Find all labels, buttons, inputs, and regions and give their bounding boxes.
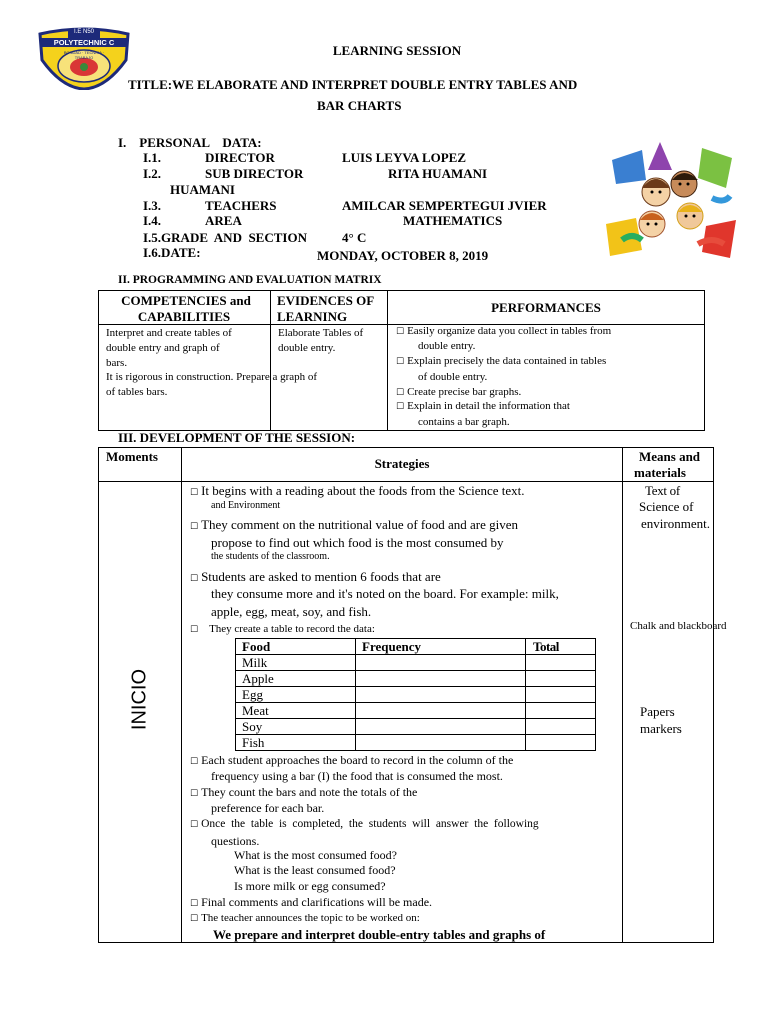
matrix-col1-header-line1: COMPETENCIES and (121, 293, 251, 308)
strategy-item: ☐ They create a table to record the data: (190, 623, 375, 635)
personal-num-4: I.4. (143, 213, 162, 228)
food-table-cell: Apple (242, 671, 274, 686)
checkbox-icon: ☐ (190, 757, 199, 767)
checkbox-icon: ☐ (190, 574, 199, 584)
matrix-col2-text: double entry. (278, 342, 336, 354)
strategy-item-cont: and Environment (211, 500, 281, 511)
food-table-cell: Egg (242, 687, 263, 702)
matrix-border (270, 290, 271, 431)
checkbox-icon: ☐ (190, 914, 199, 924)
checkbox-icon: ☐ (396, 357, 405, 367)
personal-data-heading: I. PERSONAL DATA: (118, 135, 262, 150)
checkbox-icon: ☐ (190, 820, 199, 830)
performance-item-cont: of double entry. (418, 371, 488, 383)
strategy-item-cont: propose to find out which food is the most consumed by (211, 535, 504, 550)
strategy-item-cont: apple, egg, meat, soy, and fish. (211, 604, 372, 619)
matrix-col2-header-line1: EVIDENCES OF (277, 293, 375, 308)
dev-border (622, 447, 623, 943)
food-table-cell: Milk (242, 655, 268, 670)
food-table-border (235, 702, 595, 703)
question: What is the least consumed food? (234, 863, 396, 877)
checkbox-icon: ☐ (190, 522, 199, 532)
performance-item: ☐ Explain precisely the data contained in tables (396, 355, 607, 367)
strategy-item-cont: preference for each bar. (211, 801, 325, 815)
food-table-border (355, 638, 356, 751)
strategy-item-cont: the students of the classroom. (211, 551, 330, 562)
question: What is the most consumed food? (234, 848, 397, 862)
dev-border (713, 447, 714, 943)
personal-value-1: LUIS LEYVA LOPEZ (342, 150, 467, 165)
strategy-item: ☐ Students are asked to mention 6 foods that are (190, 569, 441, 584)
personal-label-1: DIRECTOR (205, 150, 275, 165)
matrix-col1-text: It is rigorous in construction. Prepare a graph of (106, 371, 318, 383)
logo-band-text: POLYTECHNIC C (53, 38, 115, 47)
strategy-item: ☐ It begins with a reading about the foods from the Science text. (190, 483, 525, 498)
session-title-line1: TITLE:WE ELABORATE AND INTERPRET DOUBLE ENTRY TABLES AND (128, 77, 578, 92)
food-table-border (235, 686, 595, 687)
checkbox-icon: ☐ (190, 625, 199, 635)
checkbox-icon: ☐ (396, 327, 405, 337)
food-table-header-food: Food (242, 639, 271, 654)
means-text: markers (640, 721, 682, 736)
session-title-line2: BAR CHARTS (317, 98, 402, 113)
personal-num-3: I.3. (143, 198, 162, 213)
col-strategies-header: Strategies (374, 456, 430, 471)
personal-value-6: MONDAY, OCTOBER 8, 2019 (317, 248, 489, 263)
checkbox-icon: ☐ (396, 388, 405, 398)
logo-top-text: I.E N50 (73, 29, 94, 35)
dev-border (181, 447, 182, 943)
matrix-border (704, 290, 705, 431)
food-table-cell: Soy (242, 719, 263, 734)
strategy-item-cont: they consume more and it's noted on the board. For example: milk, (211, 586, 559, 601)
question: Is more milk or egg consumed? (234, 879, 386, 893)
matrix-col1-text: Interpret and create tables of (106, 327, 232, 339)
food-table-header-total: Total (533, 639, 559, 654)
matrix-col3-header: PERFORMANCES (491, 300, 601, 315)
strategy-item: ☐ Final comments and clarifications will be made. (190, 895, 433, 909)
strategy-item: ☐ They count the bars and note the totals of the (190, 785, 418, 799)
performance-item-cont: double entry. (418, 340, 476, 352)
strategy-item-cont: frequency using a bar (I) the food that is consumed the most. (211, 769, 503, 783)
means-text: Papers (640, 704, 675, 719)
personal-num-2: I.2. (143, 166, 162, 181)
means-text: Science of (639, 499, 694, 514)
personal-label-2: SUB DIRECTOR (205, 166, 304, 181)
performance-item-cont: contains a bar graph. (418, 416, 510, 428)
matrix-col1-header-line2: CAPABILITIES (137, 309, 231, 324)
moment-inicio-label: INICIO (128, 668, 151, 731)
col-means-header-line1: Means and (639, 449, 701, 464)
means-text: Chalk and blackboard (630, 620, 727, 632)
personal-num-6: I.6.DATE: (143, 245, 201, 260)
strategy-item: ☐ Each student approaches the board to record in the column of the (190, 753, 514, 767)
development-heading: III. DEVELOPMENT OF THE SESSION: (118, 430, 356, 445)
matrix-border (98, 290, 705, 291)
personal-value-2: RITA HUAMANI (388, 166, 488, 181)
strategy-item: ☐ They comment on the nutritional value of food and are given (190, 517, 519, 532)
food-table-border (525, 638, 526, 751)
personal-value-5: 4° C (342, 230, 367, 245)
personal-value-4: MATHEMATICS (403, 213, 503, 228)
checkbox-icon: ☐ (190, 899, 199, 909)
performance-item: ☐ Explain in detail the information that (396, 400, 570, 412)
matrix-col1-text: of tables bars. (106, 386, 168, 398)
food-table-border (235, 718, 595, 719)
food-table-border (595, 638, 596, 751)
food-table-border (235, 670, 595, 671)
page-title: LEARNING SESSION (332, 43, 462, 58)
performance-item: ☐ Create precise bar graphs. (396, 386, 522, 398)
matrix-col2-text: Elaborate Tables of (278, 327, 364, 339)
strategy-item: ☐ The teacher announces the topic to be worked on: (190, 912, 420, 924)
food-table-cell: Fish (242, 735, 265, 750)
food-table-header-frequency: Frequency (362, 639, 421, 654)
strategy-item: ☐ Once the table is completed, the students will answer the following (190, 818, 539, 830)
matrix-col1-text: bars. (106, 357, 128, 369)
strategy-item-cont: questions. (211, 834, 260, 848)
dev-border (98, 447, 99, 943)
matrix-col2-header-line2: LEARNING (277, 309, 348, 324)
food-table-border (235, 734, 595, 735)
performance-item: ☐ Easily organize data you collect in tables from (396, 325, 612, 337)
children-illustration (602, 140, 740, 270)
col-means-header-line2: materials (634, 465, 686, 480)
food-table-cell: Meat (242, 703, 269, 718)
personal-value-3: AMILCAR SEMPERTEGUI JVIER (342, 198, 547, 213)
checkbox-icon: ☐ (190, 789, 199, 799)
logo-ring-text: BONDAD · TECNICA · TRABAJO (63, 50, 105, 60)
personal-num-5: I.5.GRADE AND SECTION (143, 230, 307, 245)
matrix-heading: II. PROGRAMMING AND EVALUATION MATRIX (118, 274, 382, 286)
personal-label-3: TEACHERS (205, 198, 277, 213)
matrix-col1-text: double entry and graph of (106, 342, 220, 354)
food-table-border (235, 638, 236, 751)
personal-label-2b: HUAMANI (170, 182, 235, 197)
means-text: Text of (645, 483, 680, 498)
food-table-border (235, 750, 595, 751)
session-topic: We prepare and interpret double-entry tables and graphs of (213, 927, 546, 942)
col-moments-header: Moments (106, 449, 158, 464)
checkbox-icon: ☐ (190, 488, 199, 498)
personal-label-4: AREA (205, 213, 242, 228)
personal-num-1: I.1. (143, 150, 162, 165)
means-text: environment. (641, 516, 710, 531)
checkbox-icon: ☐ (396, 402, 405, 412)
